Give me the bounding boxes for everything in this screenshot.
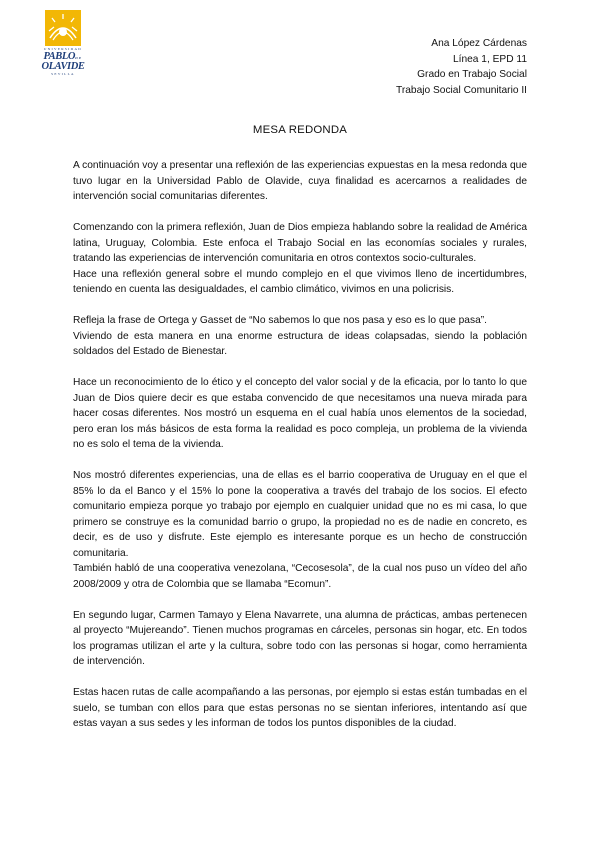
paragraph-first-reflection: Comenzando con la primera reflexión, Juan de Dios empieza hablando sobre la realidad de América latina, Uruguay, Colombia. Este enfoca el Trabajo Social en las economías sociales y rurales, tratando las experiencias de intervención comunitaria en otros contextos socio-culturales. (73, 222, 527, 264)
logo-name-connector: DE (75, 55, 83, 60)
logo-city: SEVILLA (51, 71, 75, 76)
document-header (396, 36, 527, 98)
header-course: Trabajo Social Comunitario II (396, 84, 527, 96)
document-body (73, 158, 527, 747)
logo-name-line2: OLAVIDE (41, 61, 85, 72)
paragraph-ethics: Hace un reconocimiento de lo ético y el concepto del valor social y de la eficacia, por lo tanto lo que Juan de Dios quiere decir es que estaba convencido de que necesitamos una nueva mirada para hacer cosas diferentes. Nos mostró un esquema en el cual había unos elementos de la sociedad, pero eran los más básicos de esta forma la realidad es poco compleja, un problema de la vivienda no es solo el tema de la vivienda. (73, 377, 527, 450)
header-group: Línea 1, EPD 11 (452, 53, 527, 65)
paragraph-intro: A continuación voy a presentar una reflexión de las experiencias expuestas en la mesa redonda que tuvo lugar en la Universidad Pablo de Olavide, cuya finalidad es acercarnos a realidades de intervención social comunitarias diferentes. (73, 160, 527, 202)
university-logo (38, 10, 88, 80)
header-author: Ana López Cárdenas (431, 38, 527, 49)
paragraph-collapsed-ideas: Viviendo de esta manera en una enorme estructura de ideas colapsadas, siendo la población soldados del Estado de Bienestar. (73, 330, 527, 357)
paragraph-uruguay-cooperative: Nos mostró diferentes experiencias, una de ellas es el barrio cooperativa de Uruguay en el que el 85% lo da el Banco y el 15% lo pone la cooperativa a través del trabajo de los socios. El efecto comunitario empieza porque yo trabajo por ejemplo en cualquier unidad que no es mi casa, lo que primero se construye es la comunidad barrio o grupo, la propiedad no es de nadie en concreto, es decir, es de uso y disfrute. Este ejemplo es interesante porque es un hecho de construcción comunitaria. (73, 470, 527, 559)
sun-emblem-icon (38, 10, 88, 48)
paragraph-ortega-quote: Refleja la frase de Ortega y Gasset de “No sabemos lo que nos pasa y eso es lo que pasa”. (73, 315, 487, 326)
logo-name-line1: PABLO (43, 50, 76, 62)
paragraph-general-reflection: Hace una reflexión general sobre el mundo complejo en el que vivimos lleno de incertidumbres, teniendo en cuenta las desigualdades, el cambio climático, vivimos en una policrisis. (73, 268, 527, 295)
logo-top-text: UNIVERSIDAD (43, 47, 83, 51)
paragraph-mujereando: En segundo lugar, Carmen Tamayo y Elena Navarrete, una alumna de prácticas, ambas pertenecen al proyecto “Mujereando”. Tienen muchos programas en cárceles, personas sin hogar, etc. En todos los programas utilizan el arte y la cultura, sobre todo con las personas si hogar, como herramienta de intervención. (73, 609, 527, 667)
document-title: MESA REDONDA (252, 124, 348, 136)
header-degree: Grado en Trabajo Social (417, 69, 527, 80)
paragraph-venezuela-cooperative: También habló de una cooperativa venezolana, “Cecosesola”, de la cual nos puso un vídeo del año 2008/2009 y otra de Colombia que se llamaba “Ecomun”. (73, 563, 527, 590)
paragraph-street-routes: Estas hacen rutas de calle acompañando a las personas, por ejemplo si estas están tumbadas en el suelo, se tumban con ellos para que estas personas no se sientan inferiores, intentando así que estas vayan a sus sedes y les informan de todos los puntos disponibles de la ciudad. (73, 687, 527, 729)
